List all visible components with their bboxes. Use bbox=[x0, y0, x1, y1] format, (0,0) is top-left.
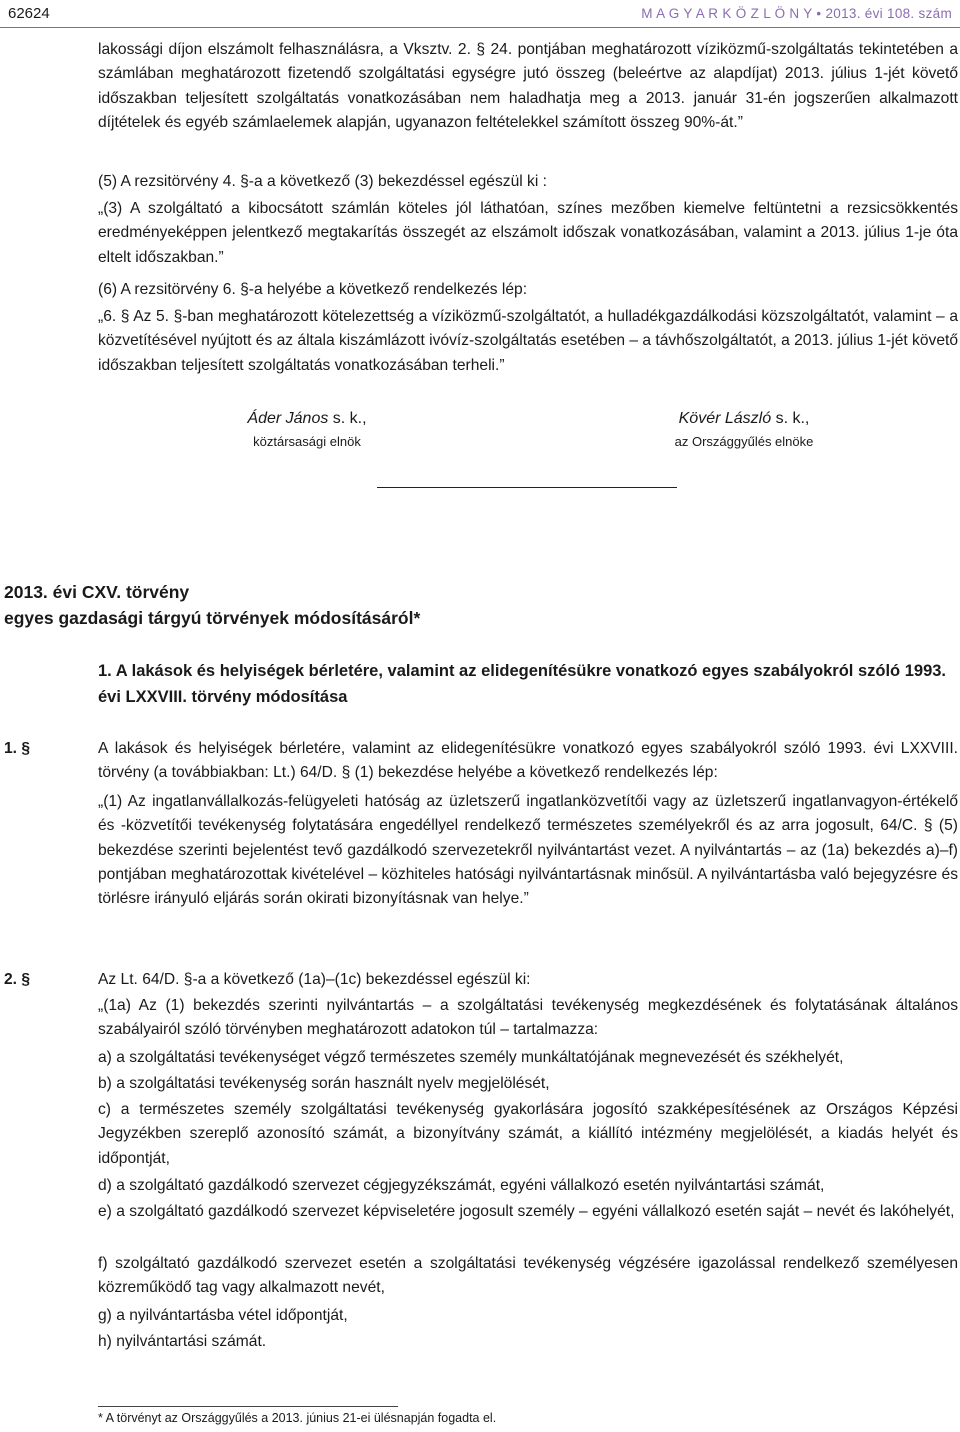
separator-line bbox=[377, 487, 677, 488]
signature-left-name bbox=[197, 407, 417, 431]
footnote-rule bbox=[98, 1406, 398, 1407]
section-2-item-h: h) nyilvántartási számát. bbox=[98, 1333, 267, 1350]
paragraph-5-heading: (5) A rezsitörvény 4. §-a a következő (3) bekezdéssel egészül ki : bbox=[98, 173, 547, 190]
header-rule bbox=[0, 27, 960, 28]
intro-paragraph: lakossági díjon elszámolt felhasználásra, a Vksztv. 2. § 24. pontjában meghatározott víziközmű-szolgáltatás tekintetében a számlában meghatározott fizetendő szolgáltatási egységre jutó összeg (beleértve az alapdíjat) 2013. július 1-jét követő időszakban teljesített szolgáltatás vonatkozásában nem haladhatja meg a 2013. január 31-én jogszerűen alkalmazott díjtételek és egyéb számlaelemek alapján, ugyanazon feltételekkel számított összeg 90%-át.” bbox=[98, 41, 958, 131]
signature-right-name-text: Kövér László bbox=[678, 410, 772, 427]
section-1-number: 1. § bbox=[4, 740, 31, 757]
section-2-lead: Az Lt. 64/D. §-a a következő (1a)–(1c) bekezdéssel egészül ki: bbox=[98, 971, 531, 988]
section-2-intro: „(1a) Az (1) bekezdés szerinti nyilvántartás – a szolgáltatási tevékenység megkezdésének és folytatásának általános szabályairól szóló törvényben meghatározott adatokon túl – tartalmazza: bbox=[98, 997, 958, 1039]
footnote: * A törvényt az Országgyűlés a 2013. június 21-ei ülésnapján fogadta el. bbox=[98, 1411, 497, 1425]
signature-right-role: az Országgyűlés elnöke bbox=[674, 434, 814, 449]
section-1-lead: A lakások és helyiségek bérletére, valamint az elidegenítésükre vonatkozó egyes szabályokról szóló 1993. évi LXXVIII. törvény (a továbbiakban: Lt.) 64/D. § (1) bekezdése helyébe a következő rendelkezés lép: bbox=[98, 740, 958, 782]
paragraph-5-text: „(3) A szolgáltató a kibocsátott számlán köteles jól láthatóan, színes mezőben kiemelve feltüntetni a rezsicsökkentés eredményeképpen jelentkező megtakarítás összegét az elszámolt időszak vonatkozásában, valamint a 2013. július 1-je óta eltelt időszakban.” bbox=[98, 200, 958, 266]
section-2-item-a: a) a szolgáltatási tevékenységet végző természetes személy munkáltatójának megnevezését és székhelyét, bbox=[98, 1049, 844, 1066]
chapter-title: 1. A lakások és helyiségek bérletére, valamint az elidegenítésükre vonatkozó egyes szabályokról szóló 1993. évi LXXVIII. törvény módosítása bbox=[98, 662, 947, 706]
page-number: 62624 bbox=[8, 5, 50, 22]
law-title: 2013. évi CXV. törvény bbox=[4, 582, 190, 602]
signature-left-suffix: s. k., bbox=[328, 410, 367, 427]
paragraph-6-text: „6. § Az 5. §-ban meghatározott kötelezettség a víziközmű-szolgáltatót, a hulladékgazdálkodási közszolgáltatót, valamint – a közvetítésével nyújtott és az általa kiszámlázott ivóvíz-szolgáltatás esetében – a távhőszolgáltatót, a 2013. július 1-jét követő időszakban teljesített szolgáltatás vonatkozásában terheli.” bbox=[98, 308, 958, 374]
section-1-text: „(1) Az ingatlanvállalkozás-felügyeleti hatóság az üzletszerű ingatlanközvetítői vagy az üzletszerű ingatlanvagyon-értékelő és -közvetítői tevékenység folytatására engedéllyel rendelkező természetes személyekről és az arra jogosult, 64/C. § (5) bekezdése szerinti bejelentést tevő gazdálkodó szervezetekről nyilvántartást vezet. A nyilvántartás – az (1a) bekezdés a)–f) pontjában meghatározottak kivételével – közhiteles hatósági nyilvántartásnak minősül. A nyilvántartásba való bejegyzésre és törlésre irányuló eljárás során okirati bizonyításnak van helye.” bbox=[98, 793, 958, 908]
journal-header: M A G Y A R K Ö Z L Ö N Y • 2013. évi 108. szám bbox=[641, 6, 952, 21]
signature-left-role: köztársasági elnök bbox=[253, 434, 361, 449]
section-2-number: 2. § bbox=[4, 971, 31, 988]
paragraph-6-heading: (6) A rezsitörvény 6. §-a helyébe a következő rendelkezés lép: bbox=[98, 281, 528, 298]
section-2-item-d: d) a szolgáltató gazdálkodó szervezet cégjegyzékszámát, egyéni vállalkozó esetén nyilvántartási számát, bbox=[98, 1177, 825, 1194]
section-2-item-e: e) a szolgáltató gazdálkodó szervezet képviseletére jogosult személy – egyéni vállalkozó esetén saját – nevét és lakóhelyét, bbox=[98, 1203, 955, 1220]
section-2-item-f: f) szolgáltató gazdálkodó szervezet esetén a szolgáltatási tevékenység végzésére igazolással rendelkező személyesen közreműködő tag vagy alkalmazott nevét, bbox=[98, 1255, 958, 1297]
signature-right-name bbox=[634, 407, 854, 431]
section-2-item-g: g) a nyilvántartásba vétel időpontját, bbox=[98, 1307, 348, 1324]
signature-right-suffix: s. k., bbox=[771, 410, 810, 427]
law-subtitle: egyes gazdasági tárgyú törvények módosításáról* bbox=[4, 608, 421, 628]
section-2-item-b: b) a szolgáltatási tevékenység során használt nyelv megjelölését, bbox=[98, 1075, 550, 1092]
signature-left-name-text: Áder János bbox=[247, 410, 329, 427]
section-2-item-c: c) a természetes személy szolgáltatási tevékenység gyakorlására jogosító szakképesítésének az Országos Képzési Jegyzékben szereplő azonosító számát, a bizonyítvány számát, a kiállító intézmény megjelölését, a kiadás helyét és időpontját, bbox=[98, 1101, 958, 1167]
